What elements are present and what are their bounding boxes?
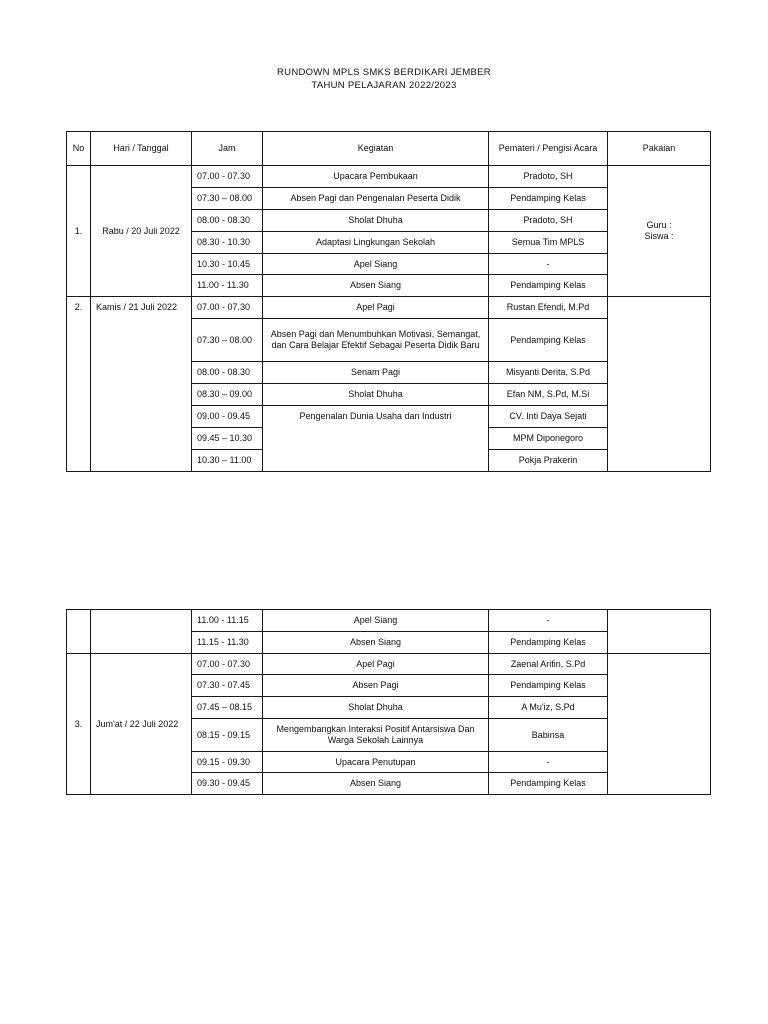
pakaian-cell-empty (608, 297, 711, 472)
kegiatan-cell: Apel Siang (263, 254, 489, 275)
pakaian-siswa: Siswa : (644, 231, 674, 241)
jam-cell: 11.00 - 11.30 (192, 275, 263, 297)
kegiatan-cell: Absen Pagi (263, 675, 489, 697)
kegiatan-cell: Mengembangkan Interaksi Positif Antarsiswa Dan Warga Sekolah Lainnya (263, 719, 489, 752)
kegiatan-cell: Absen Siang (263, 773, 489, 795)
jam-cell: 08.00 - 08.30 (192, 362, 263, 384)
pemateri-cell: Semua Tim MPLS (489, 232, 608, 254)
day-date: Rabu / 20 Juli 2022 (91, 166, 192, 297)
title-line-1: RUNDOWN MPLS SMKS BERDIKARI JEMBER (277, 67, 491, 78)
kegiatan-cell: Absen Siang (263, 275, 489, 297)
day-date: Kamis / 21 Juli 2022 (91, 297, 192, 472)
jam-cell: 07.30 – 08.00 (192, 319, 263, 362)
jam-cell: 08.15 - 09.15 (192, 719, 263, 752)
jam-cell: 08.00 - 08.30 (192, 210, 263, 232)
kegiatan-cell: Sholat Dhuha (263, 697, 489, 719)
kegiatan-cell: Absen Siang (263, 632, 489, 654)
schedule-table-page-1 (66, 131, 711, 472)
jam-cell: 10.30 – 11.00 (192, 450, 263, 472)
kegiatan-cell: Apel Pagi (263, 297, 489, 319)
pemateri-cell: A Mu'iz, S.Pd (489, 697, 608, 719)
jam-cell: 07.30 – 08.00 (192, 188, 263, 210)
pemateri-cell: - (489, 752, 608, 773)
kegiatan-cell: Upacara Penutupan (263, 752, 489, 773)
day-number: 2. (67, 297, 91, 472)
jam-cell: 07.00 - 07.30 (192, 654, 263, 675)
pemateri-cell: Pradoto, SH (489, 166, 608, 188)
kegiatan-cell: Upacara Pembukaan (263, 166, 489, 188)
day-date: Jum'at / 22 Juli 2022 (91, 654, 192, 795)
jam-cell: 09.15 - 09.30 (192, 752, 263, 773)
day-number-empty (67, 610, 91, 654)
pemateri-cell: - (489, 254, 608, 275)
pemateri-cell: Pendamping Kelas (489, 319, 608, 362)
table-row (67, 297, 711, 319)
jam-cell: 11.00 - 11.15 (192, 610, 263, 632)
jam-cell: 08.30 – 09.00 (192, 384, 263, 406)
table-header-row (67, 132, 711, 166)
jam-cell: 09.45 – 10.30 (192, 428, 263, 450)
jam-cell: 10.30 - 10.45 (192, 254, 263, 275)
pemateri-cell: - (489, 610, 608, 632)
day-number: 3. (67, 654, 91, 795)
header-pakaian: Pakaian (608, 132, 711, 166)
kegiatan-cell: Senam Pagi (263, 362, 489, 384)
schedule-table-page-2 (66, 609, 711, 795)
pemateri-cell: Misyanti Derita, S.Pd (489, 362, 608, 384)
title-line-2: TAHUN PELAJARAN 2022/2023 (311, 80, 457, 91)
jam-cell: 09.00 - 09.45 (192, 406, 263, 428)
pemateri-cell: Pendamping Kelas (489, 275, 608, 297)
kegiatan-cell: Apel Pagi (263, 654, 489, 675)
kegiatan-cell: Pengenalan Dunia Usaha dan Industri (263, 406, 489, 472)
jam-cell: 11.15 - 11.30 (192, 632, 263, 654)
day-date-empty (91, 610, 192, 654)
pemateri-cell: Efan NM, S.Pd, M.Si (489, 384, 608, 406)
table-row (67, 610, 711, 632)
kegiatan-cell: Sholat Dhuha (263, 210, 489, 232)
pemateri-cell: Pradoto, SH (489, 210, 608, 232)
jam-cell: 08.30 - 10.30 (192, 232, 263, 254)
pemateri-cell: CV. Inti Daya Sejati (489, 406, 608, 428)
day-number: 1. (67, 166, 91, 297)
table-row (67, 654, 711, 675)
pakaian-cell-empty (608, 654, 711, 795)
pakaian-cell-empty (608, 610, 711, 654)
kegiatan-cell: Sholat Dhuha (263, 384, 489, 406)
jam-cell: 07.00 - 07.30 (192, 166, 263, 188)
pemateri-cell: Rustan Efendi, M.Pd (489, 297, 608, 319)
pakaian-guru: Guru : (646, 220, 672, 230)
jam-cell: 07.00 - 07.30 (192, 297, 263, 319)
jam-cell: 07.45 – 08.15 (192, 697, 263, 719)
pemateri-cell: Zaenal Arifin, S.Pd (489, 654, 608, 675)
header-hari: Hari / Tanggal (91, 132, 192, 166)
document-title (0, 66, 768, 92)
jam-cell: 09.30 - 09.45 (192, 773, 263, 795)
kegiatan-cell: Adaptasi Lingkungan Sekolah (263, 232, 489, 254)
pemateri-cell: Pendamping Kelas (489, 773, 608, 795)
pemateri-cell: Pendamping Kelas (489, 188, 608, 210)
kegiatan-cell: Absen Pagi dan Pengenalan Peserta Didik (263, 188, 489, 210)
kegiatan-cell: Absen Pagi dan Menumbuhkan Motivasi, Semangat, dan Cara Belajar Efektif Sebagai Peserta Didik Baru (263, 319, 489, 362)
pakaian-cell (608, 166, 711, 297)
header-pemateri: Pemateri / Pengisi Acara (489, 132, 608, 166)
pemateri-cell: Babinsa (489, 719, 608, 752)
jam-cell: 07.30 - 07.45 (192, 675, 263, 697)
pemateri-cell: Pendamping Kelas (489, 632, 608, 654)
header-no: No (67, 132, 91, 166)
header-kegiatan: Kegiatan (263, 132, 489, 166)
header-jam: Jam (192, 132, 263, 166)
kegiatan-cell: Apel Siang (263, 610, 489, 632)
pemateri-cell: Pokja Prakerin (489, 450, 608, 472)
pemateri-cell: MPM Diponegoro (489, 428, 608, 450)
pemateri-cell: Pendamping Kelas (489, 675, 608, 697)
table-row (67, 166, 711, 188)
